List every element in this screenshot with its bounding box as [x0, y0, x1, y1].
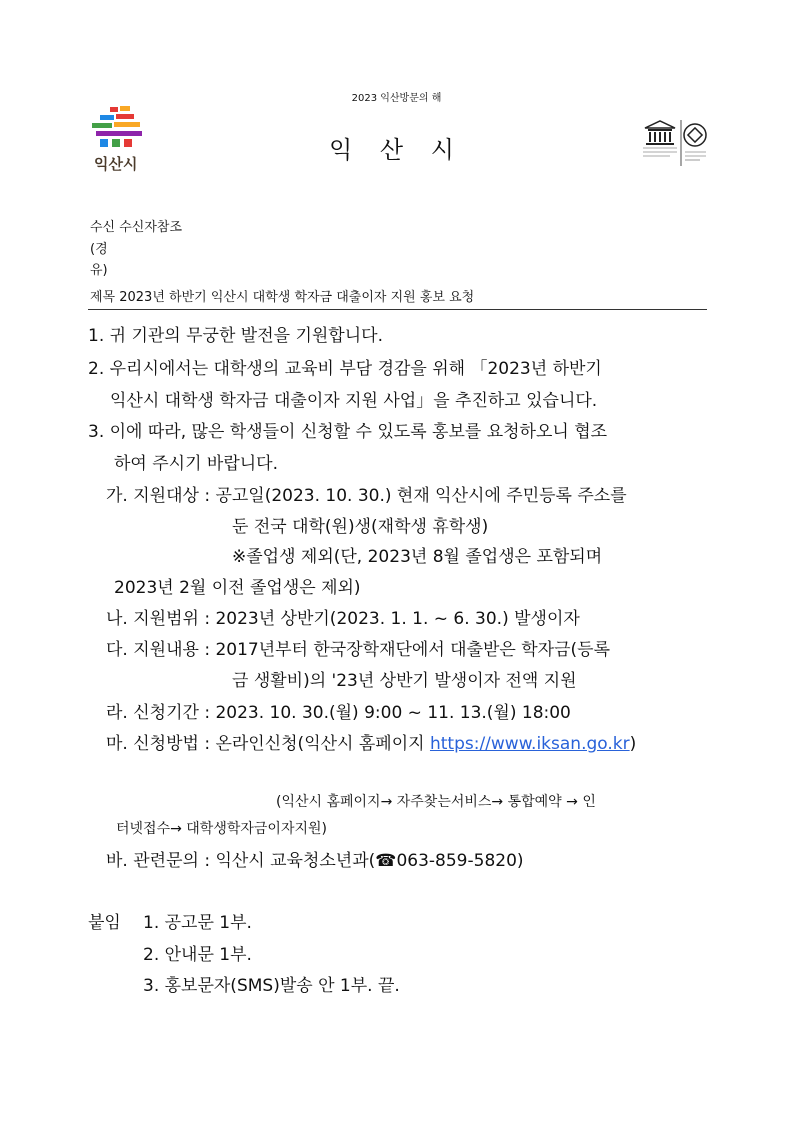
item-na: 나. 지원범위 : 2023년 상반기(2023. 1. 1. ~ 6. 30.) 발생이자 — [106, 609, 580, 629]
paragraph-3-line2: 하여 주시기 바랍니다. — [114, 454, 279, 474]
item-ma — [106, 729, 636, 754]
subject: 제목 2023년 하반기 익산시 대학생 학자금 대출이자 지원 홍보 요청 — [90, 290, 475, 305]
unesco-emblem — [640, 118, 710, 170]
paragraph-2-line2: 익산시 대학생 학자금 대출이자 지원 사업」을 추진하고 있습니다. — [110, 391, 598, 411]
paragraph-2-line1: 2. 우리시에서는 대학생의 교육비 부담 경감을 위해 「2023년 하반기 — [88, 359, 602, 379]
attachment-item-2: 2. 안내문 1부. — [143, 945, 252, 965]
attachment-item-3: 3. 홍보문자(SMS)발송 안 1부. 끝. — [143, 976, 400, 996]
paragraph-3-line1: 3. 이에 따라, 많은 학생들이 신청할 수 있도록 홍보를 요청하오니 협조 — [88, 422, 608, 442]
item-ga-line4: 2023년 2월 이전 졸업생은 제외) — [114, 578, 361, 598]
via-line2: 유) — [90, 263, 108, 278]
application-path-line2: 터넷접수→ 대학생학자금이자지원) — [116, 821, 327, 837]
city-logo-text: 익산시 — [94, 155, 138, 173]
org-name: 익 산 시 — [329, 136, 464, 164]
item-ma-prefix: 마. 신청방법 : 온라인신청(익산시 홈페이지 — [106, 734, 430, 754]
attachment-item-1: 1. 공고문 1부. — [143, 913, 252, 933]
item-da-line2: 금 생활비)의 '23년 상반기 발생이자 전액 지원 — [232, 671, 577, 691]
item-ga-line1: 가. 지원대상 : 공고일(2023. 10. 30.) 현재 익산시에 주민등록 주소를 — [106, 486, 627, 506]
application-path-line1: (익산시 홈페이지→ 자주찾는서비스→ 통합예약 → 인 — [276, 794, 596, 810]
attachments-label: 붙임 — [88, 913, 121, 933]
unesco-emblem-icon — [640, 118, 710, 170]
item-ga-line2: 둔 전국 대학(원)생(재학생 휴학생) — [232, 517, 489, 537]
via-line1: (경 — [90, 242, 108, 257]
item-ra: 라. 신청기간 : 2023. 10. 30.(월) 9:00 ~ 11. 13.(월) 18:00 — [106, 703, 571, 723]
paragraph-1: 1. 귀 기관의 무궁한 발전을 기원합니다. — [88, 326, 383, 346]
recipient: 수신 수신자참조 — [90, 220, 183, 235]
item-ba: 바. 관련문의 : 익산시 교육청소년과(☎063-859-5820) — [106, 851, 524, 871]
header-divider — [88, 309, 707, 310]
item-da-line1: 다. 지원내용 : 2017년부터 한국장학재단에서 대출받은 학자금(등록 — [106, 640, 610, 660]
slogan: 2023 익산방문의 해 — [351, 93, 442, 104]
item-ga-line3: ※졸업생 제외(단, 2023년 8월 졸업생은 포함되며 — [232, 547, 603, 567]
iksan-homepage-link[interactable]: https://www.iksan.go.kr — [429, 734, 630, 754]
item-ma-suffix: ) — [629, 734, 637, 754]
